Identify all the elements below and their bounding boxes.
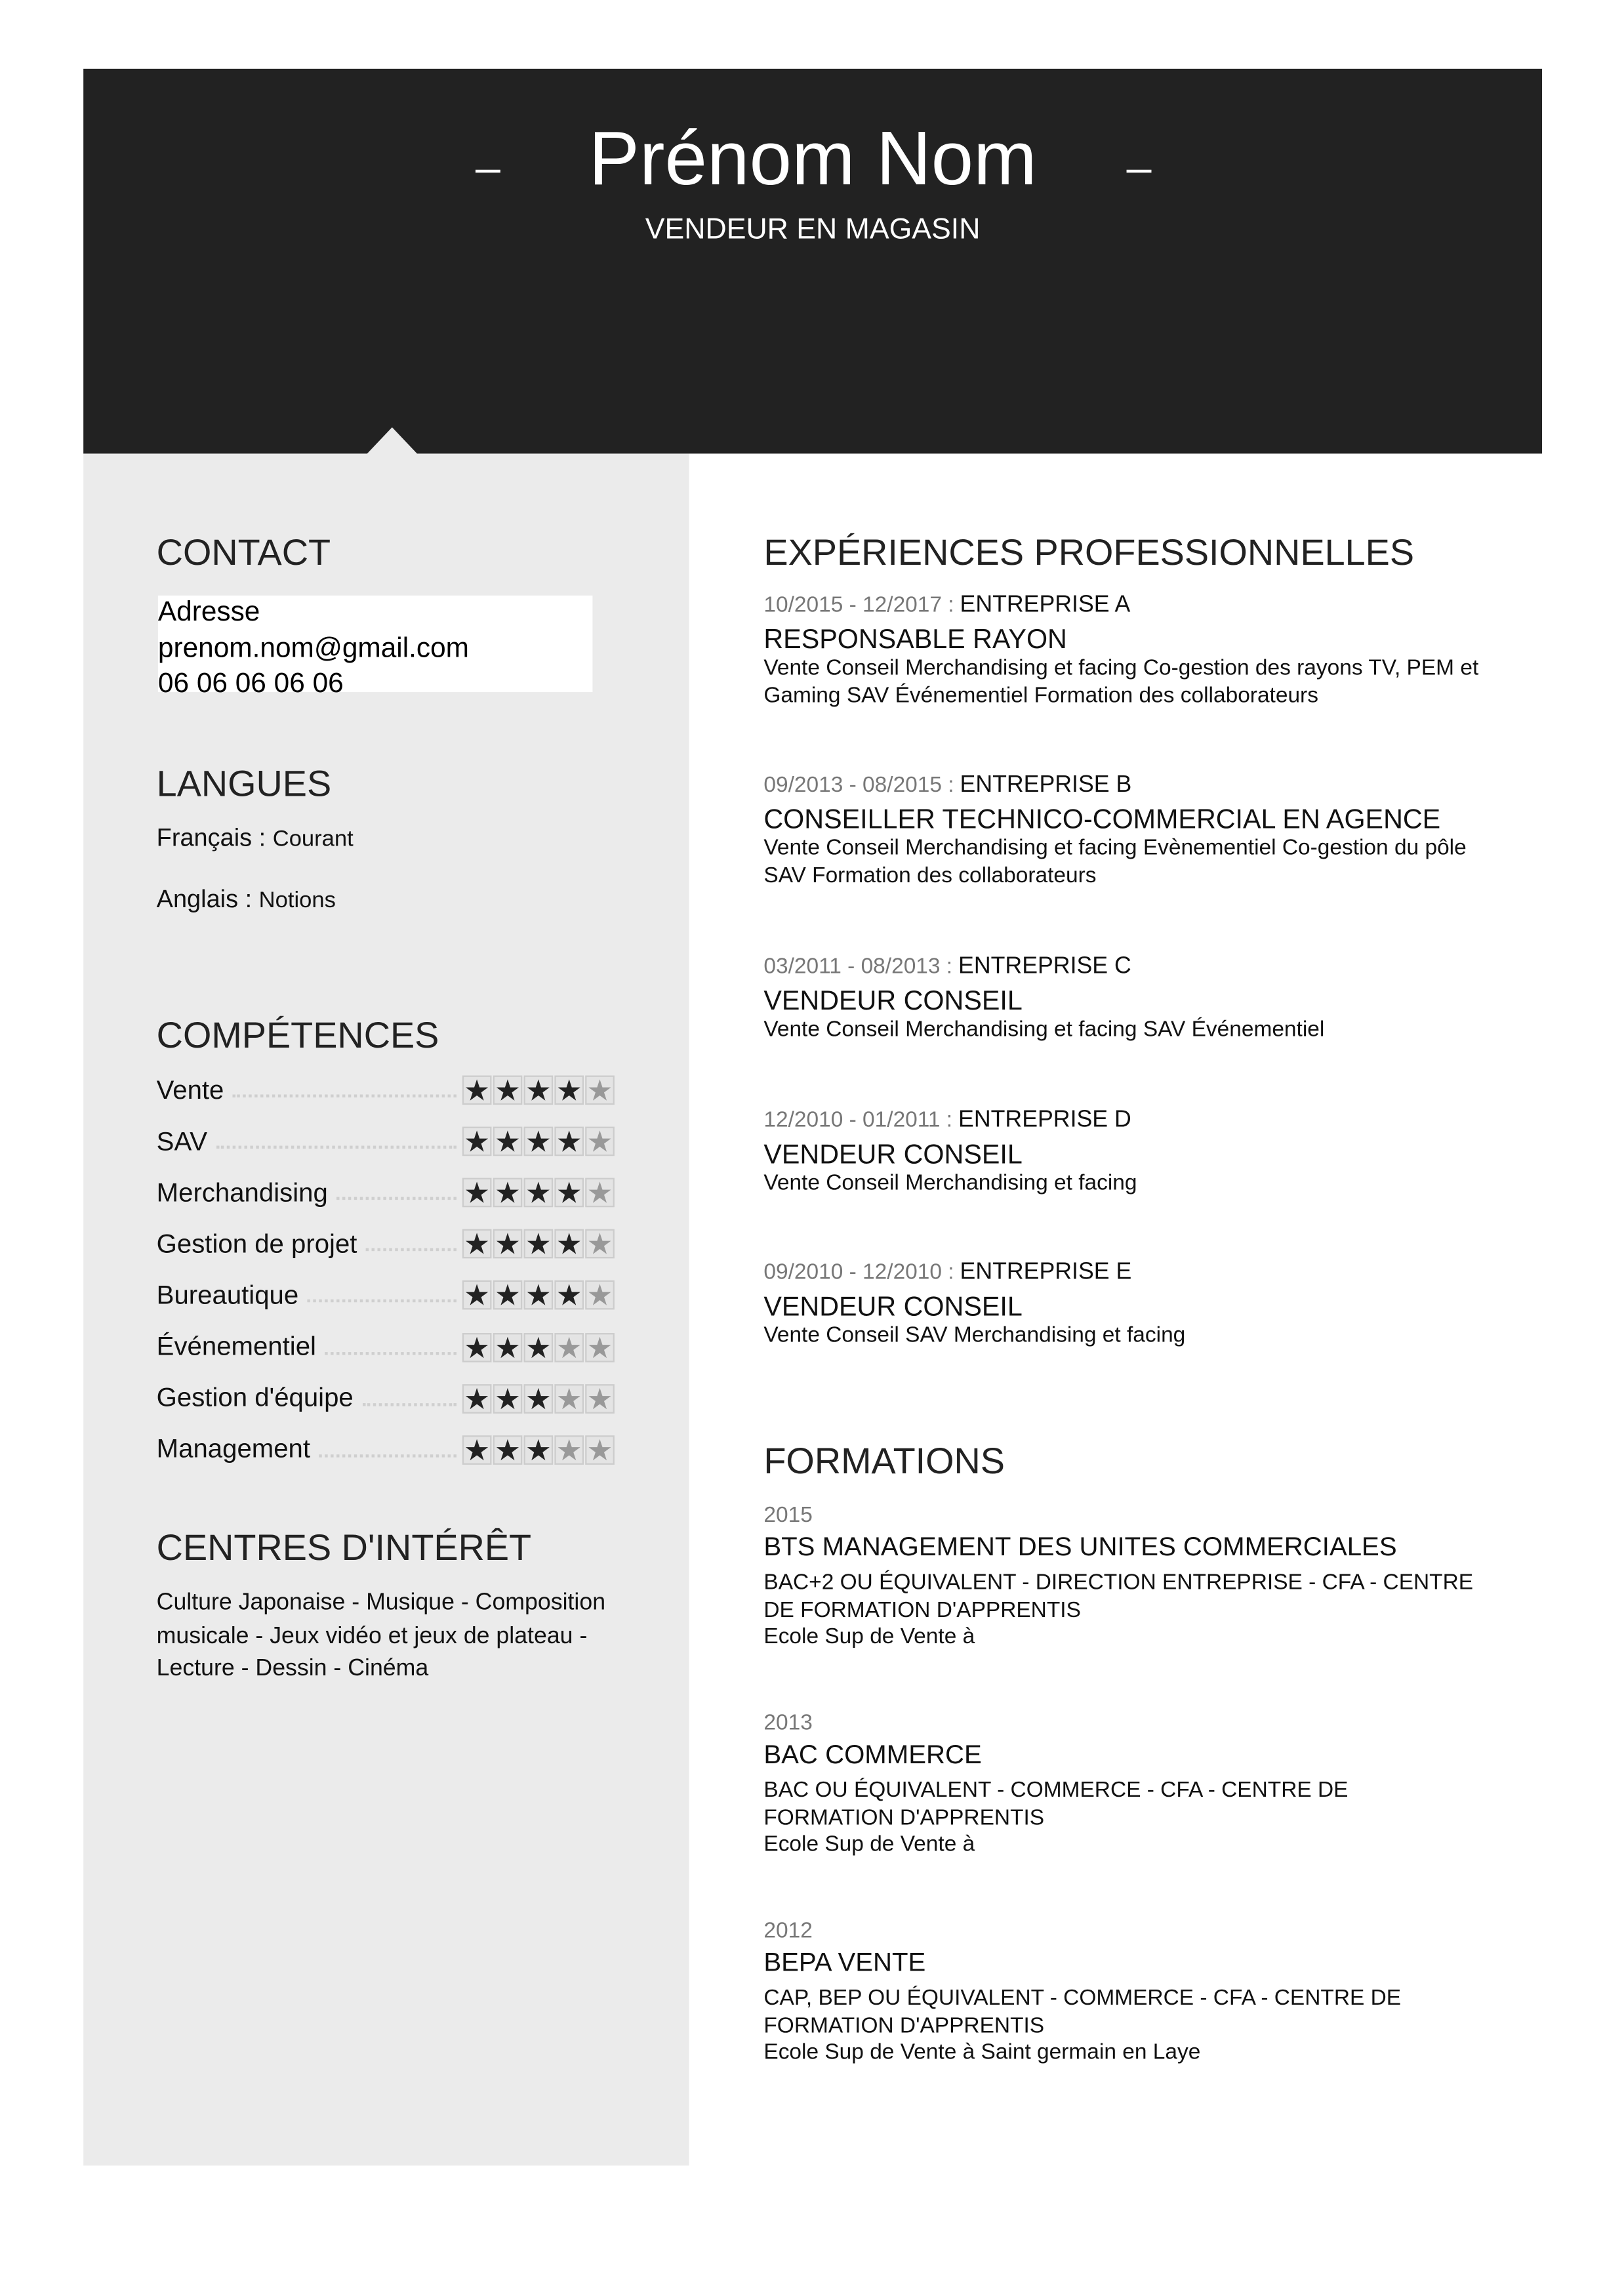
star-empty-icon: ★ [554, 1332, 584, 1362]
dot-leader [216, 1146, 457, 1149]
language-level: Courant [272, 827, 354, 852]
star-filled-icon: ★ [462, 1075, 492, 1105]
star-filled-icon: ★ [462, 1281, 492, 1311]
dot-leader [308, 1300, 457, 1303]
skill-row [157, 1432, 615, 1467]
star-filled-icon: ★ [462, 1178, 492, 1208]
dot-leader [336, 1197, 457, 1200]
skill-name: Bureautique [156, 1280, 299, 1310]
degree-description: BAC OU ÉQUIVALENT - COMMERCE - CFA - CENTRE DE FORMATION D'APPRENTIS [763, 1778, 1349, 1831]
star-empty-icon: ★ [585, 1383, 615, 1413]
interests-heading: CENTRES D'INTÉRÊT [156, 1527, 532, 1569]
star-empty-icon: ★ [585, 1332, 615, 1362]
dot-leader [366, 1248, 457, 1251]
experience-dates [763, 952, 1480, 982]
skill-name: Management [156, 1434, 311, 1464]
position-description: Vente Conseil Merchandising et facing SAV Événementiel [763, 1017, 1325, 1042]
skill-row [157, 1278, 615, 1313]
date-range: 10/2015 - 12/2017 : [763, 592, 954, 618]
experience-dates [763, 1106, 1480, 1136]
star-filled-icon: ★ [554, 1178, 584, 1208]
star-empty-icon: ★ [554, 1383, 584, 1413]
experience-dates [763, 771, 1480, 801]
star-filled-icon: ★ [524, 1281, 554, 1311]
star-filled-icon: ★ [524, 1435, 554, 1465]
skill-row [157, 1330, 615, 1365]
company-name: ENTREPRISE D [958, 1107, 1131, 1133]
experience-heading: EXPÉRIENCES PROFESSIONNELLES [763, 532, 1415, 574]
education-item [763, 1502, 1480, 1651]
star-filled-icon: ★ [524, 1229, 554, 1259]
star-filled-icon: ★ [524, 1075, 554, 1105]
skill-rating [462, 1281, 615, 1311]
star-empty-icon: ★ [585, 1075, 615, 1105]
degree-title: BTS MANAGEMENT DES UNITES COMMERCIALES [763, 1532, 1397, 1562]
dot-leader [362, 1402, 457, 1405]
skill-name: Événementiel [156, 1331, 316, 1361]
experience-item [763, 952, 1480, 1043]
language-level: Notions [258, 888, 336, 913]
contact-email[interactable]: prenom.nom@gmail.com [157, 632, 469, 664]
education-item [763, 1917, 1480, 2066]
date-range: 09/2013 - 08/2015 : [763, 772, 954, 798]
star-filled-icon: ★ [493, 1281, 523, 1311]
star-filled-icon: ★ [493, 1435, 523, 1465]
star-filled-icon: ★ [493, 1178, 523, 1208]
skill-rating [462, 1229, 615, 1262]
star-empty-icon: ★ [585, 1127, 615, 1156]
degree-title: BAC COMMERCE [763, 1740, 982, 1769]
star-filled-icon: ★ [493, 1127, 523, 1156]
star-filled-icon: ★ [554, 1075, 584, 1105]
position-description: Vente Conseil SAV Merchandising et facing [763, 1322, 1186, 1348]
experience-item [763, 771, 1480, 890]
skill-name: SAV [156, 1126, 208, 1156]
contact-address: Adresse [157, 597, 260, 628]
skill-row [157, 1073, 615, 1108]
candidate-name: Prénom Nom [588, 117, 1037, 202]
star-filled-icon: ★ [554, 1229, 584, 1259]
education-year: 2012 [763, 1918, 813, 1944]
star-filled-icon: ★ [524, 1332, 554, 1362]
date-range: 12/2010 - 01/2011 : [763, 1107, 953, 1133]
company-name: ENTREPRISE B [960, 772, 1132, 798]
position-description: Vente Conseil Merchandising et facing Evènementiel Co-gestion du pôle SAV Formation des collaborateurs [763, 835, 1467, 888]
position-title: CONSEILLER TECHNICO-COMMERCIAL EN AGENCE [763, 803, 1441, 834]
star-filled-icon: ★ [462, 1383, 492, 1413]
triangle-pointer [366, 427, 418, 455]
skill-row [157, 1227, 615, 1262]
star-filled-icon: ★ [462, 1435, 492, 1465]
star-filled-icon: ★ [554, 1127, 584, 1156]
star-filled-icon: ★ [462, 1332, 492, 1362]
company-name: ENTREPRISE A [960, 592, 1131, 618]
skill-rating [462, 1383, 615, 1416]
experience-dates [763, 591, 1480, 621]
star-empty-icon: ★ [585, 1281, 615, 1311]
education-year: 2013 [763, 1710, 813, 1736]
star-filled-icon: ★ [524, 1178, 554, 1208]
star-filled-icon: ★ [554, 1281, 584, 1311]
dash-right [1127, 170, 1152, 172]
position-description: Vente Conseil Merchandising et facing [763, 1170, 1137, 1196]
skill-name: Gestion de projet [156, 1229, 357, 1258]
skill-rating [462, 1332, 615, 1365]
skill-row [157, 1124, 615, 1159]
skill-rating [462, 1126, 615, 1159]
star-filled-icon: ★ [493, 1075, 523, 1105]
star-filled-icon: ★ [524, 1383, 554, 1413]
position-title: RESPONSABLE RAYON [763, 623, 1067, 655]
skill-row [157, 1381, 615, 1416]
skill-rating [462, 1178, 615, 1211]
position-title: VENDEUR CONSEIL [763, 985, 1023, 1016]
education-heading: FORMATIONS [763, 1441, 1005, 1483]
experience-item [763, 1258, 1480, 1349]
position-description: Vente Conseil Merchandising et facing Co-gestion des rayons TV, PEM et Gaming SAV Événementiel Formation des collaborateurs [763, 655, 1479, 708]
experience-dates [763, 1258, 1480, 1288]
interests-text: Culture Japonaise - Musique - Composition musicale - Jeux vidéo et jeux de plateau - Lecture - Dessin - Cinéma [156, 1590, 606, 1681]
school-name: Ecole Sup de Vente à [763, 1832, 975, 1857]
skills-heading: COMPÉTENCES [156, 1015, 439, 1057]
language-name: Français : [156, 823, 266, 852]
star-filled-icon: ★ [524, 1127, 554, 1156]
dot-leader [319, 1454, 457, 1457]
star-filled-icon: ★ [493, 1229, 523, 1259]
star-empty-icon: ★ [554, 1435, 584, 1465]
contact-heading: CONTACT [156, 532, 331, 574]
school-name: Ecole Sup de Vente à [763, 1624, 975, 1649]
star-filled-icon: ★ [493, 1383, 523, 1413]
education-item [763, 1709, 1480, 1858]
skill-row [157, 1176, 615, 1211]
school-name: Ecole Sup de Vente à Saint germain en Laye [763, 2039, 1201, 2065]
skill-name: Vente [156, 1074, 224, 1104]
experience-item [763, 591, 1480, 710]
experience-item [763, 1106, 1480, 1197]
degree-description: BAC+2 OU ÉQUIVALENT - DIRECTION ENTREPRISE - CFA - CENTRE DE FORMATION D'APPRENTIS [763, 1570, 1474, 1623]
position-title: VENDEUR CONSEIL [763, 1290, 1023, 1322]
skill-name: Merchandising [156, 1177, 328, 1207]
date-range: 09/2010 - 12/2010 : [763, 1259, 954, 1285]
degree-title: BEPA VENTE [763, 1947, 926, 1977]
education-year: 2015 [763, 1502, 813, 1528]
skill-name: Gestion d'équipe [156, 1383, 354, 1412]
contact-box [157, 596, 592, 700]
star-filled-icon: ★ [462, 1127, 492, 1156]
star-filled-icon: ★ [493, 1332, 523, 1362]
contact-phone: 06 06 06 06 06 [157, 668, 344, 700]
skill-rating [462, 1075, 615, 1108]
degree-description: CAP, BEP OU ÉQUIVALENT - COMMERCE - CFA - CENTRE DE FORMATION D'APPRENTIS [763, 1985, 1402, 2039]
company-name: ENTREPRISE E [960, 1259, 1132, 1285]
star-empty-icon: ★ [585, 1229, 615, 1259]
job-title: VENDEUR EN MAGASIN [645, 213, 981, 246]
languages-heading: LANGUES [156, 764, 332, 805]
star-filled-icon: ★ [462, 1229, 492, 1259]
language-item [157, 884, 336, 917]
position-title: VENDEUR CONSEIL [763, 1138, 1023, 1170]
language-item [157, 823, 354, 856]
star-empty-icon: ★ [585, 1178, 615, 1208]
dot-leader [233, 1094, 457, 1097]
date-range: 03/2011 - 08/2013 : [763, 954, 953, 979]
skill-rating [462, 1435, 615, 1465]
company-name: ENTREPRISE C [958, 954, 1131, 979]
star-empty-icon: ★ [585, 1435, 615, 1465]
dot-leader [325, 1351, 457, 1354]
language-name: Anglais : [156, 885, 253, 913]
header [83, 69, 1542, 454]
